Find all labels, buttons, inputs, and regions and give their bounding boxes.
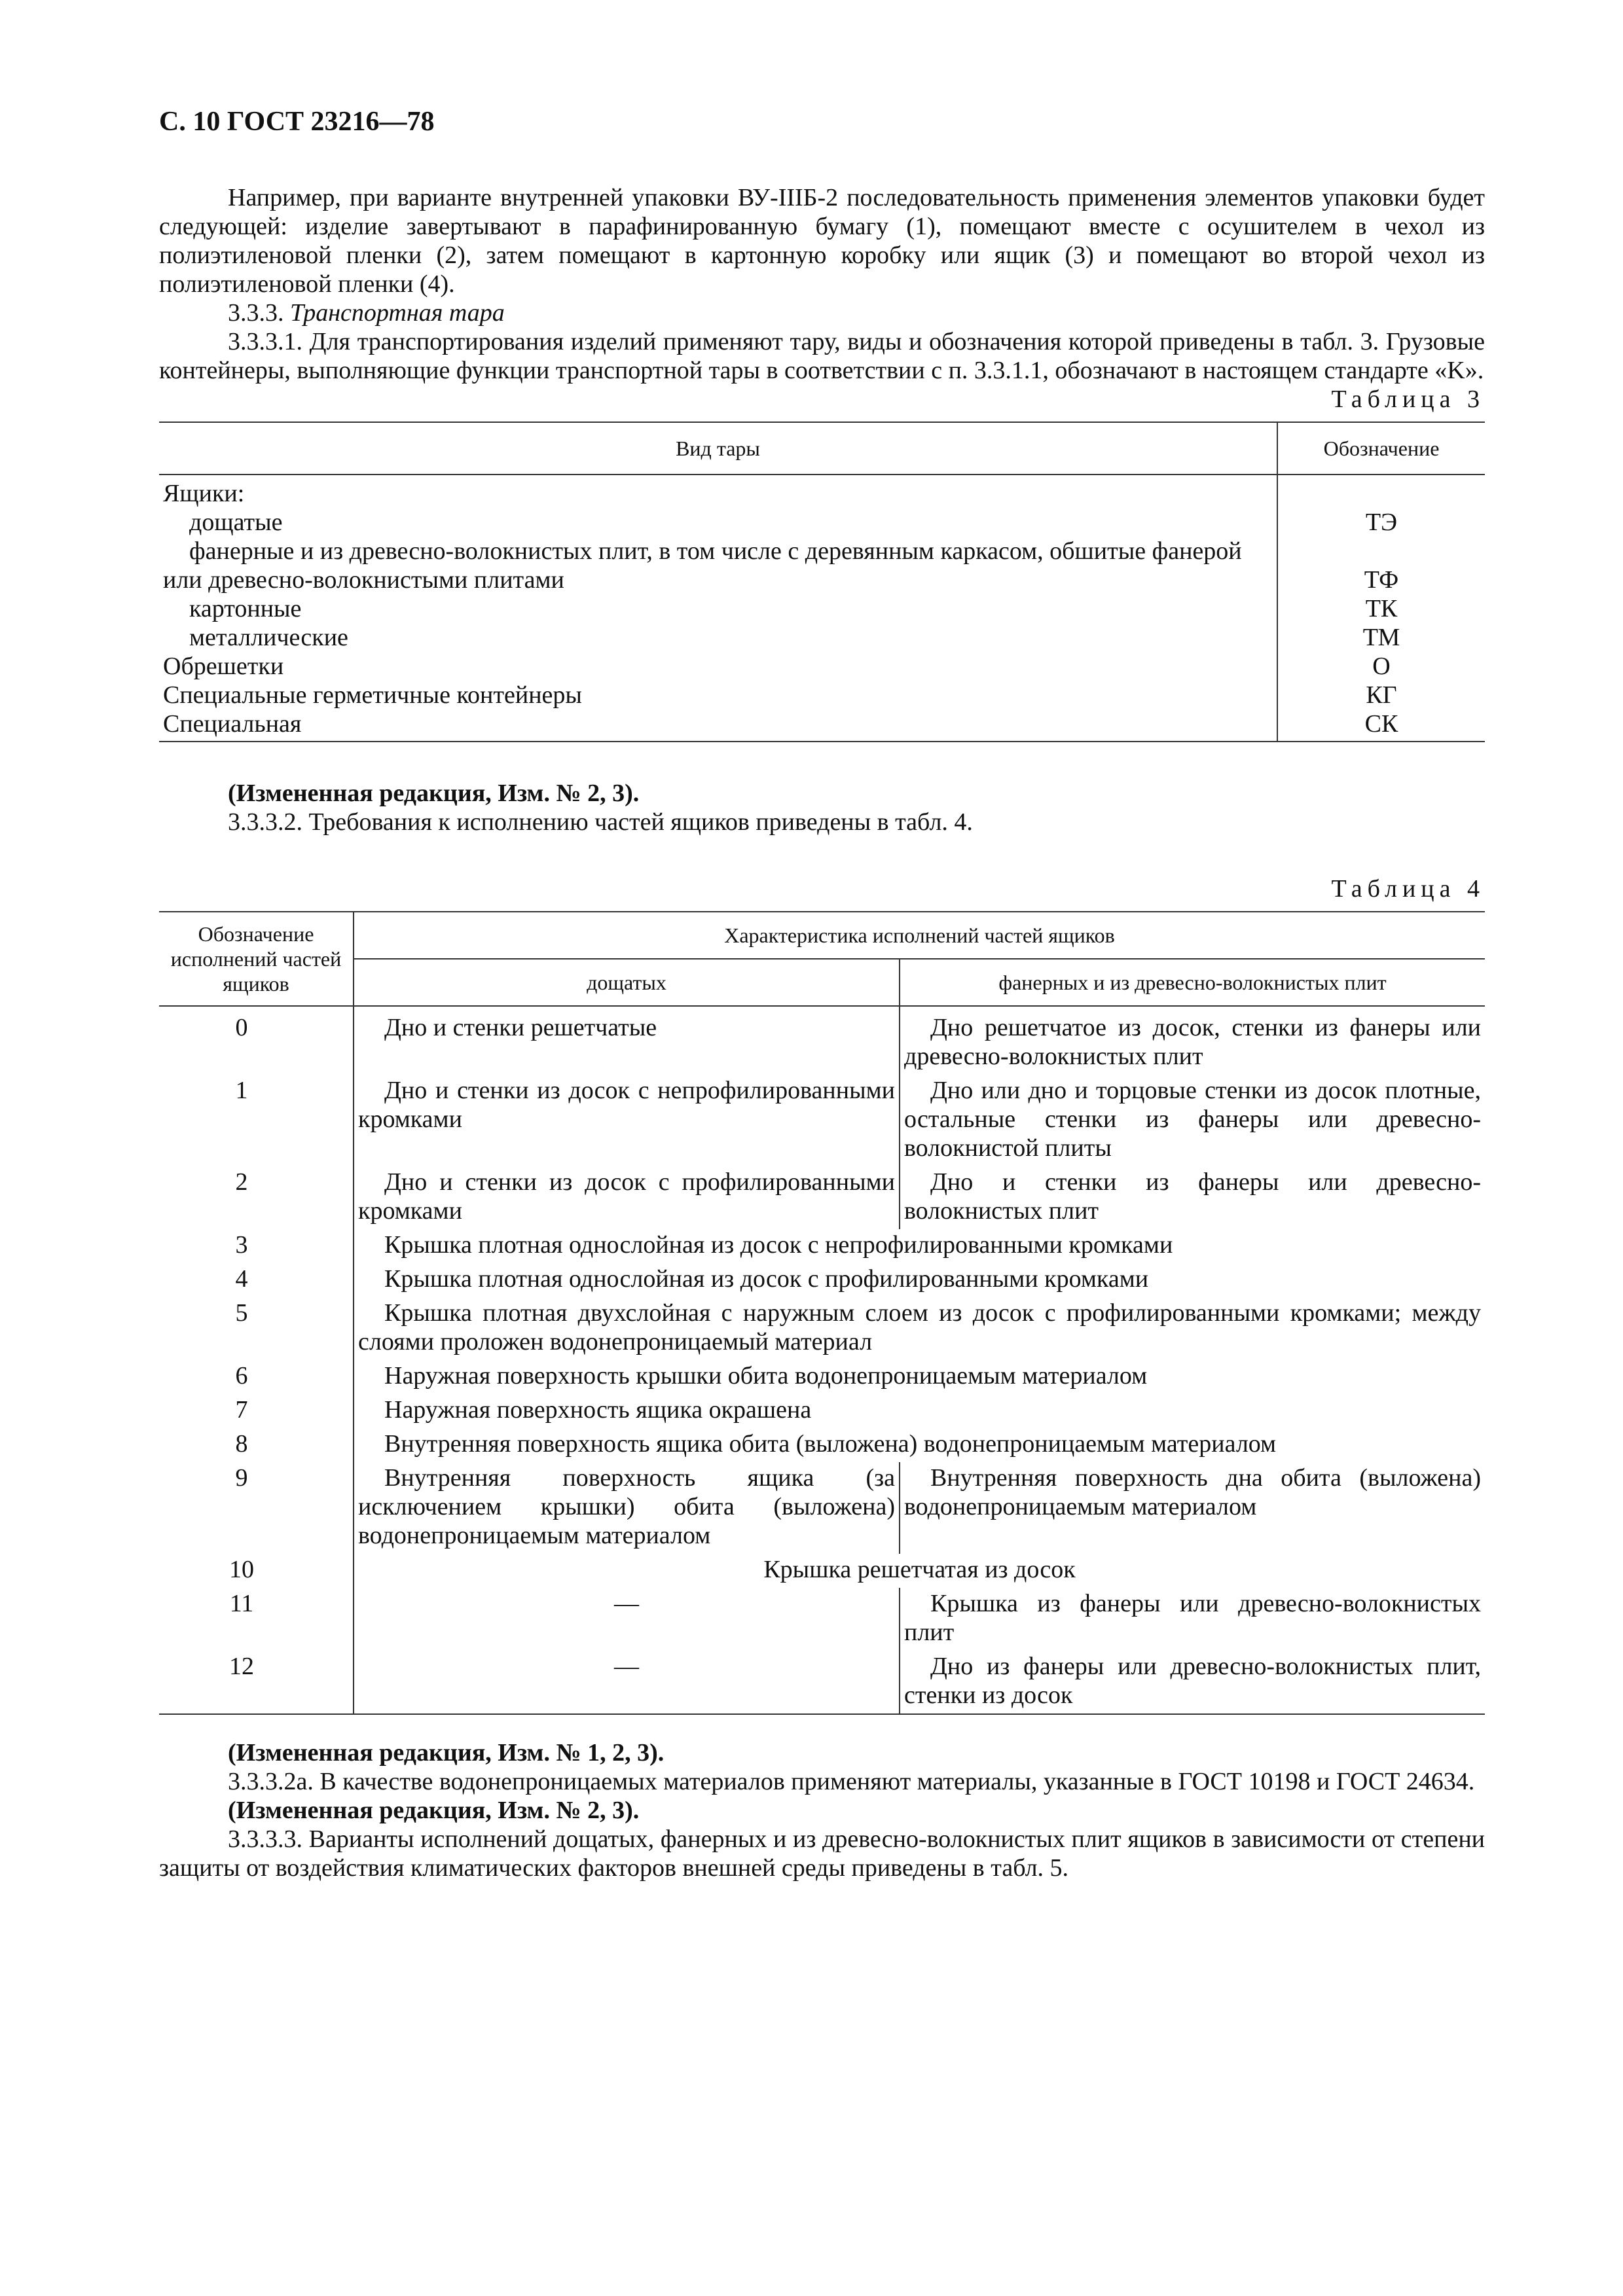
- table3-type: Специальные герметичные контейнеры: [163, 681, 582, 709]
- table3-code: ТМ: [1277, 623, 1485, 652]
- table4-span: Крышка плотная однослойная из досок с профилированными кромками: [384, 1265, 1149, 1293]
- table-row: [159, 1428, 1485, 1462]
- table4-plywood: Дно или дно и торцовые стенки из досок плотные, остальные стенки из фанеры или древесно-волокнистой плиты: [904, 1077, 1481, 1162]
- table4-num: 1: [159, 1075, 354, 1166]
- table4-sub-plank: дощатых: [354, 959, 900, 1006]
- table-3: [159, 422, 1485, 742]
- table3-code: [1277, 475, 1485, 508]
- table-row: [159, 1651, 1485, 1714]
- section-title: Транспортная тара: [290, 299, 505, 327]
- paragraph-3-3-3-3: 3.3.3.3. Варианты исполнений дощатых, фанерных и из древесно-волокнистых плит ящиков в зависимости от степени защиты от воздействия климатических факторов внешней среды приведены в табл. 5.: [159, 1825, 1485, 1882]
- table3-type: металлические: [189, 624, 348, 651]
- table4-plywood: Дно решетчатое из досок, стенки из фанеры или древесно-волокнистых плит: [904, 1014, 1481, 1070]
- table-row: [159, 1075, 1485, 1166]
- page-header: С. 10 ГОСТ 23216—78: [159, 107, 435, 137]
- table3-type: Специальная: [163, 710, 302, 738]
- table4-header-row: [159, 912, 1485, 959]
- amendment-note: (Измененная редакция, Изм. № 2, 3).: [228, 780, 640, 807]
- paragraph-example: Например, при варианте внутренней упаковки ВУ-IIIБ-2 последовательность применения элементов упаковки будет следующей: изделие завертывают в парафинированную бумагу (1), помещают вместе с осушителем в чехол из полиэтиленовой пленки (2), затем помещают в картонную коробку или ящик (3) и помещают во второй чехол из полиэтиленовой пленки (4).: [159, 184, 1485, 298]
- table4-num: 0: [159, 1006, 354, 1075]
- table4-plank: Дно и стенки из досок с профилированными кромками: [354, 1166, 900, 1229]
- table3-code: КГ: [1277, 681, 1485, 709]
- table4-plywood: Внутренняя поверхность дна обита (выложена) водонепроницаемым материалом: [904, 1464, 1481, 1520]
- table3-code: О: [1277, 652, 1485, 681]
- table4-num: 11: [159, 1588, 354, 1651]
- table-row: [159, 1394, 1485, 1428]
- table-row: [159, 508, 1485, 537]
- table-row: [159, 475, 1485, 508]
- table4-num: 5: [159, 1297, 354, 1360]
- table4-span: Внутренняя поверхность ящика обита (выложена) водонепроницаемым материалом: [384, 1430, 1277, 1458]
- table4-plywood: Дно из фанеры или древесно-волокнистых плит, стенки из досок: [904, 1653, 1481, 1709]
- table4-span: Крышка плотная однослойная из досок с непрофилированными кромками: [384, 1231, 1173, 1259]
- table3-code: ТФ: [1277, 537, 1485, 594]
- table-row: [159, 537, 1485, 594]
- table-row: [159, 1006, 1485, 1075]
- table3-type: картонные: [189, 595, 302, 622]
- table-row: [159, 1588, 1485, 1651]
- table-row: [159, 1263, 1485, 1297]
- table4-num: 8: [159, 1428, 354, 1462]
- paragraph-3-3-3-2: 3.3.3.2. Требования к исполнению частей ящиков приведены в табл. 4.: [228, 808, 973, 836]
- table4-plywood: Крышка из фанеры или древесно-волокнистых плит: [904, 1590, 1481, 1646]
- table4-plank: Дно и стенки решетчатые: [354, 1006, 900, 1075]
- table-4: [159, 911, 1485, 1715]
- table3-type-text: фанерные и из древесно-волокнистых плит, в том числе с деревянным каркасом, обшитые фанерой или древесно-волокнистыми плитами: [163, 537, 1242, 594]
- table4-plank: Внутренняя поверхность ящика (за исключением крышки) обита (выложена) водонепроницаемым материалом: [354, 1462, 900, 1554]
- table4-plywood: Дно и стенки из фанеры или древесно-волокнистых плит: [904, 1168, 1481, 1225]
- table4-span: Крышка плотная двухслойная с наружным слоем из досок с профилированными кромками; между слоями проложен водонепроницаемый материал: [358, 1299, 1481, 1355]
- table4-span: Крышка решетчатая из досок: [763, 1556, 1076, 1583]
- table-row: [159, 1229, 1485, 1263]
- table-row: [159, 623, 1485, 652]
- table4-plank: —: [354, 1588, 900, 1651]
- page-content: [159, 105, 1485, 1882]
- table3-header-row: [159, 422, 1485, 475]
- table4-plank: Дно и стенки из досок с непрофилированными кромками: [354, 1075, 900, 1166]
- table4-sub-plywood: фанерных и из древесно-волокнистых плит: [900, 959, 1485, 1006]
- table4-col-char: Характеристика исполнений частей ящиков: [354, 912, 1485, 959]
- table-row: [159, 681, 1485, 709]
- table4-span: Наружная поверхность ящика окрашена: [384, 1396, 812, 1424]
- table-row: [159, 1297, 1485, 1360]
- table3-type: дощатые: [189, 509, 283, 536]
- table4-col-code: Обозначение исполнений частей ящиков: [159, 912, 354, 1006]
- table-row: [159, 652, 1485, 681]
- amendment-note: (Измененная редакция, Изм. № 2, 3).: [228, 1797, 640, 1824]
- table4-num: 4: [159, 1263, 354, 1297]
- table-row: [159, 1166, 1485, 1229]
- table3-caption: Таблица 3: [1331, 386, 1485, 413]
- table3-type: [159, 537, 1277, 594]
- section-number: 3.3.3.: [228, 299, 284, 327]
- table3-col-code: Обозначение: [1277, 422, 1485, 475]
- table3-type: Обрешетки: [163, 653, 284, 680]
- table4-span: Наружная поверхность крышки обита водонепроницаемым материалом: [384, 1362, 1148, 1390]
- table-row: [159, 709, 1485, 742]
- section-3-3-3: [159, 298, 1485, 327]
- table4-caption: Таблица 4: [1331, 875, 1485, 903]
- table4-plank: —: [354, 1651, 900, 1714]
- table4-subheader-row: [159, 959, 1485, 1006]
- table-row: [159, 1360, 1485, 1394]
- table4-num: 10: [159, 1554, 354, 1588]
- table3-type: Ящики:: [163, 480, 245, 507]
- table3-col-type: Вид тары: [159, 422, 1277, 475]
- table4-num: 6: [159, 1360, 354, 1394]
- table4-num: 12: [159, 1651, 354, 1714]
- table4-num: 9: [159, 1462, 354, 1554]
- paragraph-3-3-3-2a: 3.3.3.2а. В качестве водонепроницаемых материалов применяют материалы, указанные в ГОСТ 10198 и ГОСТ 24634.: [228, 1768, 1475, 1795]
- table4-num: 2: [159, 1166, 354, 1229]
- table-row: [159, 594, 1485, 623]
- table4-num: 3: [159, 1229, 354, 1263]
- table3-code: ТК: [1277, 594, 1485, 623]
- table4-num: 7: [159, 1394, 354, 1428]
- table3-code: СК: [1277, 709, 1485, 742]
- table-row: [159, 1462, 1485, 1554]
- paragraph-3-3-3-1: 3.3.3.1. Для транспортирования изделий применяют тару, виды и обозначения которой приведены в табл. 3. Грузовые контейнеры, выполняющие функции транспортной тары в соответствии с п. 3.3.1.1, обозначают в настоящем стандарте «K».: [159, 328, 1485, 384]
- table3-code: ТЭ: [1277, 508, 1485, 537]
- table-row: [159, 1554, 1485, 1588]
- amendment-note: (Измененная редакция, Изм. № 1, 2, 3).: [228, 1739, 665, 1767]
